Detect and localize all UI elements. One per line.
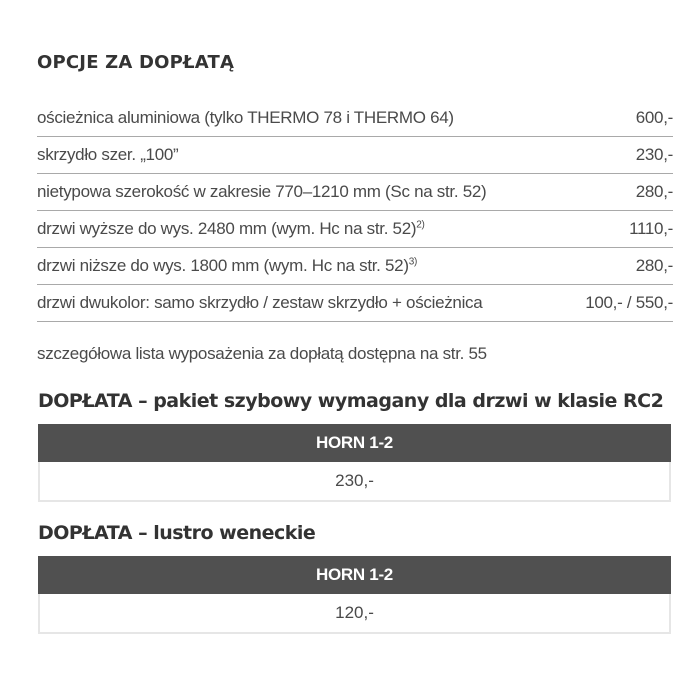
section-title-mirror: DOPŁATA – lustro weneckie bbox=[38, 522, 316, 544]
option-price: 280,- bbox=[635, 182, 673, 201]
page-heading: OPCJE ZA DOPŁATĄ bbox=[37, 52, 235, 73]
footnote-marker: 2) bbox=[416, 219, 425, 231]
option-price: 230,- bbox=[635, 145, 673, 164]
option-row bbox=[37, 137, 673, 174]
option-label: drzwi wyższe do wys. 2480 mm (wym. Hc na str. 52)$^{2)}$ bbox=[37, 219, 425, 238]
option-row bbox=[37, 100, 673, 137]
option-price: 600,- bbox=[635, 108, 673, 127]
option-row bbox=[37, 174, 673, 211]
option-label: nietypowa szerokość w zakresie 770–1210 mm (Sc na str. 52) bbox=[37, 182, 487, 201]
option-price: 1110,- bbox=[629, 219, 673, 238]
table-cell-price: 120,- bbox=[40, 594, 669, 632]
option-label: drzwi niższe do wys. 1800 mm (wym. Hc na str. 52)$^{3)}$ bbox=[37, 256, 417, 275]
table-header: HORN 1-2 bbox=[38, 556, 671, 594]
price-table-glass-package bbox=[38, 424, 671, 502]
option-label: ościeżnica aluminiowa (tylko THERMO 78 i THERMO 64) bbox=[37, 108, 454, 127]
option-label: drzwi dwukolor: samo skrzydło / zestaw skrzydło + ościeżnica bbox=[37, 293, 483, 312]
section-title-glass-package: DOPŁATA – pakiet szybowy wymagany dla drzwi w klasie RC2 bbox=[38, 390, 664, 412]
price-table-mirror bbox=[38, 556, 671, 634]
options-list bbox=[37, 100, 673, 322]
equipment-note: szczegółowa lista wyposażenia za dopłatą dostępna na str. 55 bbox=[37, 344, 487, 363]
option-row bbox=[37, 248, 673, 285]
option-price: 100,- / 550,- bbox=[585, 293, 673, 312]
table-cell-price: 230,- bbox=[40, 462, 669, 500]
option-price: 280,- bbox=[635, 256, 673, 275]
footnote-marker: 3) bbox=[408, 256, 417, 268]
option-label: skrzydło szer. „100” bbox=[37, 145, 179, 164]
table-header: HORN 1-2 bbox=[38, 424, 671, 462]
option-row bbox=[37, 211, 673, 248]
option-row bbox=[37, 285, 673, 322]
